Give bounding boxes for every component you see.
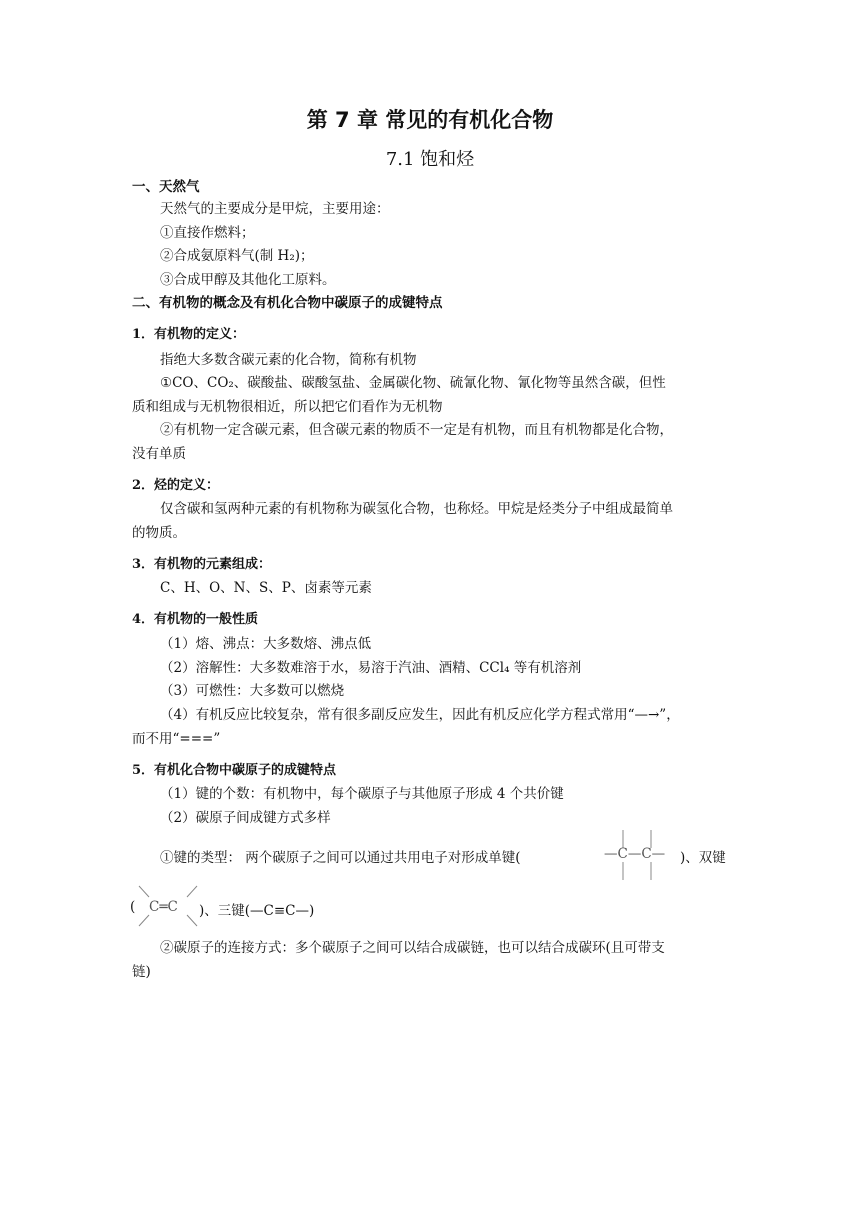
property-flammability: （3）可燃性：大多数可以燃烧 <box>160 683 345 699</box>
organic-definition-line-3b: 没有单质 <box>132 446 186 462</box>
property-reactions-a: （4）有机反应比较复杂，常有很多副反应发生，因此有机反应化学方程式常用“—→”， <box>160 707 680 723</box>
heading-natural-gas: 一、天然气 <box>132 179 200 195</box>
natural-gas-use-2: ②合成氨原料气(制 H₂)； <box>160 248 314 264</box>
property-reactions-b: 而不用“===” <box>132 731 221 747</box>
bond-types-suffix: )、双键 <box>680 850 726 866</box>
natural-gas-use-3: ③合成甲醇及其他化工原料。 <box>160 272 336 288</box>
property-solubility: （2）溶解性：大多数难溶于水，易溶于汽油、酒精、CCl₄ 等有机溶剂 <box>160 660 582 676</box>
heading-element-composition: 3．有机物的元素组成： <box>132 557 272 572</box>
bonding-count: （1）键的个数：有机物中，每个碳原子与其他原子形成 4 个共价键 <box>160 786 564 802</box>
natural-gas-use-1: ①直接作燃料； <box>160 225 255 241</box>
heading-general-properties: 4．有机物的一般性质 <box>132 612 259 627</box>
double-bond-text: C═C <box>149 899 178 915</box>
chapter-title: 第 7 章 常见的有机化合物 <box>306 108 554 132</box>
double-bond-open-paren: ( <box>130 899 136 915</box>
organic-definition-line-2b: 质和组成与无机物很相近，所以把它们看作为无机物 <box>132 399 443 415</box>
heading-organic-concepts: 二、有机物的概念及有机化合物中碳原子的成键特点 <box>132 295 443 311</box>
organic-definition-line-2a: ①CO、CO₂、碳酸盐、碳酸氢盐、金属碳化物、硫氰化物、氰化物等虽然含碳，但性 <box>160 375 666 391</box>
organic-definition-line-1: 指绝大多数含碳元素的化合物，简称有机物 <box>160 352 417 368</box>
carbon-connection-a: ②碳原子的连接方式：多个碳原子之间可以结合成碳链，也可以结合成碳环(且可带支 <box>160 940 665 956</box>
heading-organic-definition: 1．有机物的定义： <box>132 327 246 342</box>
bond-types-prefix: ①键的类型： 两个碳原子之间可以通过共用电子对形成单键( <box>160 850 521 866</box>
hydrocarbon-definition-line-1b: 的物质。 <box>132 525 186 541</box>
organic-definition-line-3a: ②有机物一定含碳元素，但含碳元素的物质不一定是有机物，而且有机物都是化合物， <box>160 422 673 438</box>
bond-line-top-left <box>139 886 149 897</box>
heading-bonding-features: 5．有机化合物中碳原子的成键特点 <box>132 763 337 778</box>
bond-line-top-right <box>187 886 197 897</box>
section-title: 7.1 饱和烃 <box>385 149 475 170</box>
hydrocarbon-definition-line-1a: 仅含碳和氢两种元素的有机物称为碳氢化合物，也称烃。甲烷是烃类分子中组成最简单 <box>160 501 673 517</box>
bond-line-bottom-right <box>187 915 197 926</box>
property-melting-boiling: （1）熔、沸点：大多数熔、沸点低 <box>160 636 372 652</box>
element-composition-line: C、H、O、N、S、P、卤素等元素 <box>160 580 372 596</box>
carbon-connection-b: 链) <box>132 964 151 980</box>
bond-line-bottom-left <box>139 915 149 926</box>
natural-gas-intro: 天然气的主要成分是甲烷，主要用途： <box>160 201 390 217</box>
heading-hydrocarbon-definition: 2．烃的定义： <box>132 478 220 493</box>
single-bond-text: —C—C— <box>604 846 666 862</box>
triple-bond-text: )、三键(—C≡C—) <box>199 903 315 919</box>
bonding-variety: （2）碳原子间成键方式多样 <box>160 810 331 826</box>
